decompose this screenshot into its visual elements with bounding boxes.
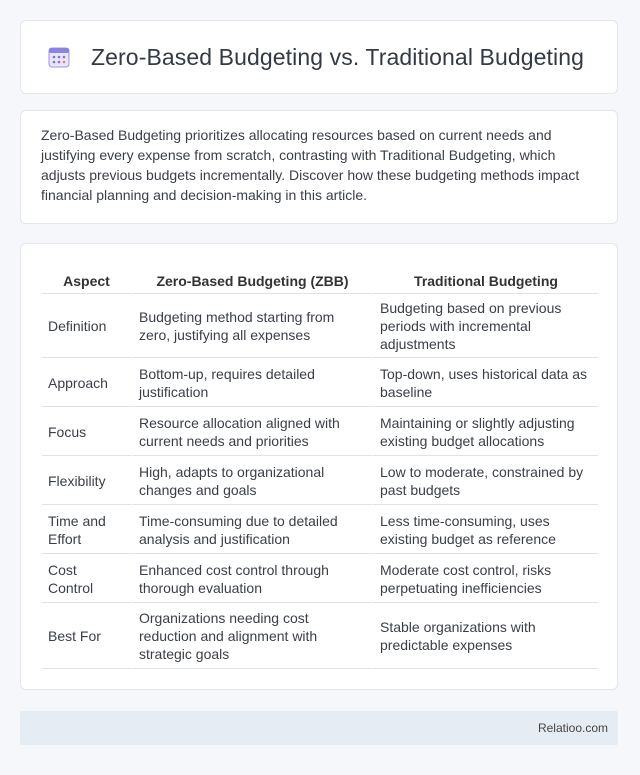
table-row (42, 603, 598, 669)
aspect-cell: Cost Control (42, 554, 131, 603)
aspect-cell: Best For (42, 603, 131, 669)
calendar-icon (47, 45, 71, 69)
intro-paragraph: Zero-Based Budgeting prioritizes allocating resources based on current needs and justifying every expense from scratch, contrasting with Traditional Budgeting, which adjusts previous budgets incrementally. Discover how these budgeting methods impact financial planning and decision-making in this article. (41, 127, 580, 203)
zbb-cell: Budgeting method starting from zero, justifying all expenses (131, 294, 372, 358)
table-row (42, 505, 598, 554)
zbb-cell: Organizations needing cost reduction and alignment with strategic goals (131, 603, 372, 669)
traditional-cell: Stable organizations with predictable expenses (372, 603, 598, 669)
footer (20, 711, 618, 745)
column-header-aspect: Aspect (42, 264, 131, 294)
traditional-cell: Low to moderate, constrained by past budgets (372, 456, 598, 505)
traditional-cell: Top-down, uses historical data as baseline (372, 358, 598, 407)
page-title: Zero-Based Budgeting vs. Traditional Budgeting (91, 43, 585, 70)
zbb-cell: Bottom-up, requires detailed justification (131, 358, 372, 407)
table-row (42, 294, 598, 358)
traditional-cell: Maintaining or slightly adjusting existing budget allocations (372, 407, 598, 456)
column-header-traditional: Traditional Budgeting (372, 264, 598, 294)
traditional-cell: Moderate cost control, risks perpetuating inefficiencies (372, 554, 598, 603)
comparison-table (42, 264, 598, 669)
table-row (42, 554, 598, 603)
zbb-cell: High, adapts to organizational changes and goals (131, 456, 372, 505)
traditional-cell: Less time-consuming, uses existing budget as reference (372, 505, 598, 554)
table-row (42, 407, 598, 456)
aspect-cell: Approach (42, 358, 131, 407)
header-card (20, 20, 618, 94)
footer-site-link[interactable]: Relatioo.com (537, 721, 608, 735)
table-row (42, 358, 598, 407)
traditional-cell: Budgeting based on previous periods with incremental adjustments (372, 294, 598, 358)
intro-card (20, 110, 618, 224)
aspect-cell: Focus (42, 407, 131, 456)
comparison-card (20, 243, 618, 690)
zbb-cell: Resource allocation aligned with current needs and priorities (131, 407, 372, 456)
aspect-cell: Flexibility (42, 456, 131, 505)
zbb-cell: Enhanced cost control through thorough evaluation (131, 554, 372, 603)
table-row (42, 456, 598, 505)
aspect-cell: Time and Effort (42, 505, 131, 554)
aspect-cell: Definition (42, 294, 131, 358)
table-header-row (42, 264, 598, 294)
zbb-cell: Time-consuming due to detailed analysis and justification (131, 505, 372, 554)
column-header-zbb: Zero-Based Budgeting (ZBB) (131, 264, 372, 294)
